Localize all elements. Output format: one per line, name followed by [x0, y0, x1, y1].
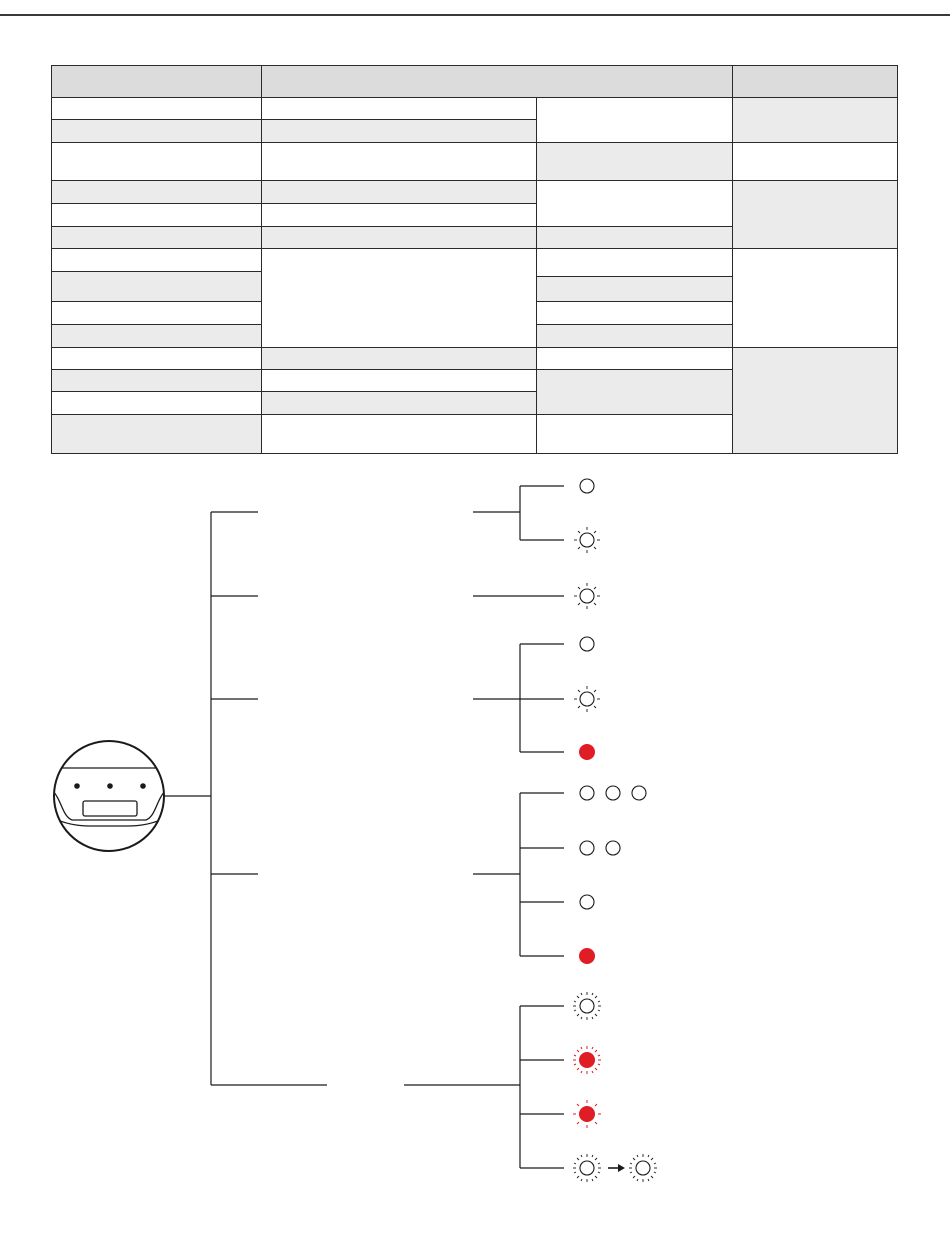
device-display: [83, 801, 137, 816]
led-red-icon: [579, 948, 595, 964]
led-blinking-icon: [574, 583, 600, 609]
indicator-dot: [74, 783, 80, 789]
led-red-blinking-fast-icon: [573, 1046, 601, 1074]
indicator-dot: [140, 783, 146, 789]
led-off-icon: [580, 479, 594, 493]
dock-icon: [40, 741, 180, 851]
led-red-icon: [579, 744, 595, 760]
led-blinking-sequence-icon: [573, 1154, 657, 1182]
led-off-icon: [580, 786, 646, 800]
led-off-icon: [580, 841, 620, 855]
led-red-blinking-icon: [573, 1100, 601, 1128]
led-blinking-icon: [574, 686, 600, 712]
led-off-icon: [580, 895, 594, 909]
led-blinking-icon: [574, 527, 600, 553]
indicator-dot: [107, 783, 113, 789]
led-off-icon: [580, 637, 594, 651]
led-blinking-fast-icon: [573, 992, 601, 1020]
arrow-right-icon: [608, 1164, 625, 1172]
led-states: [573, 479, 657, 1182]
tree-lines: [163, 486, 564, 1168]
